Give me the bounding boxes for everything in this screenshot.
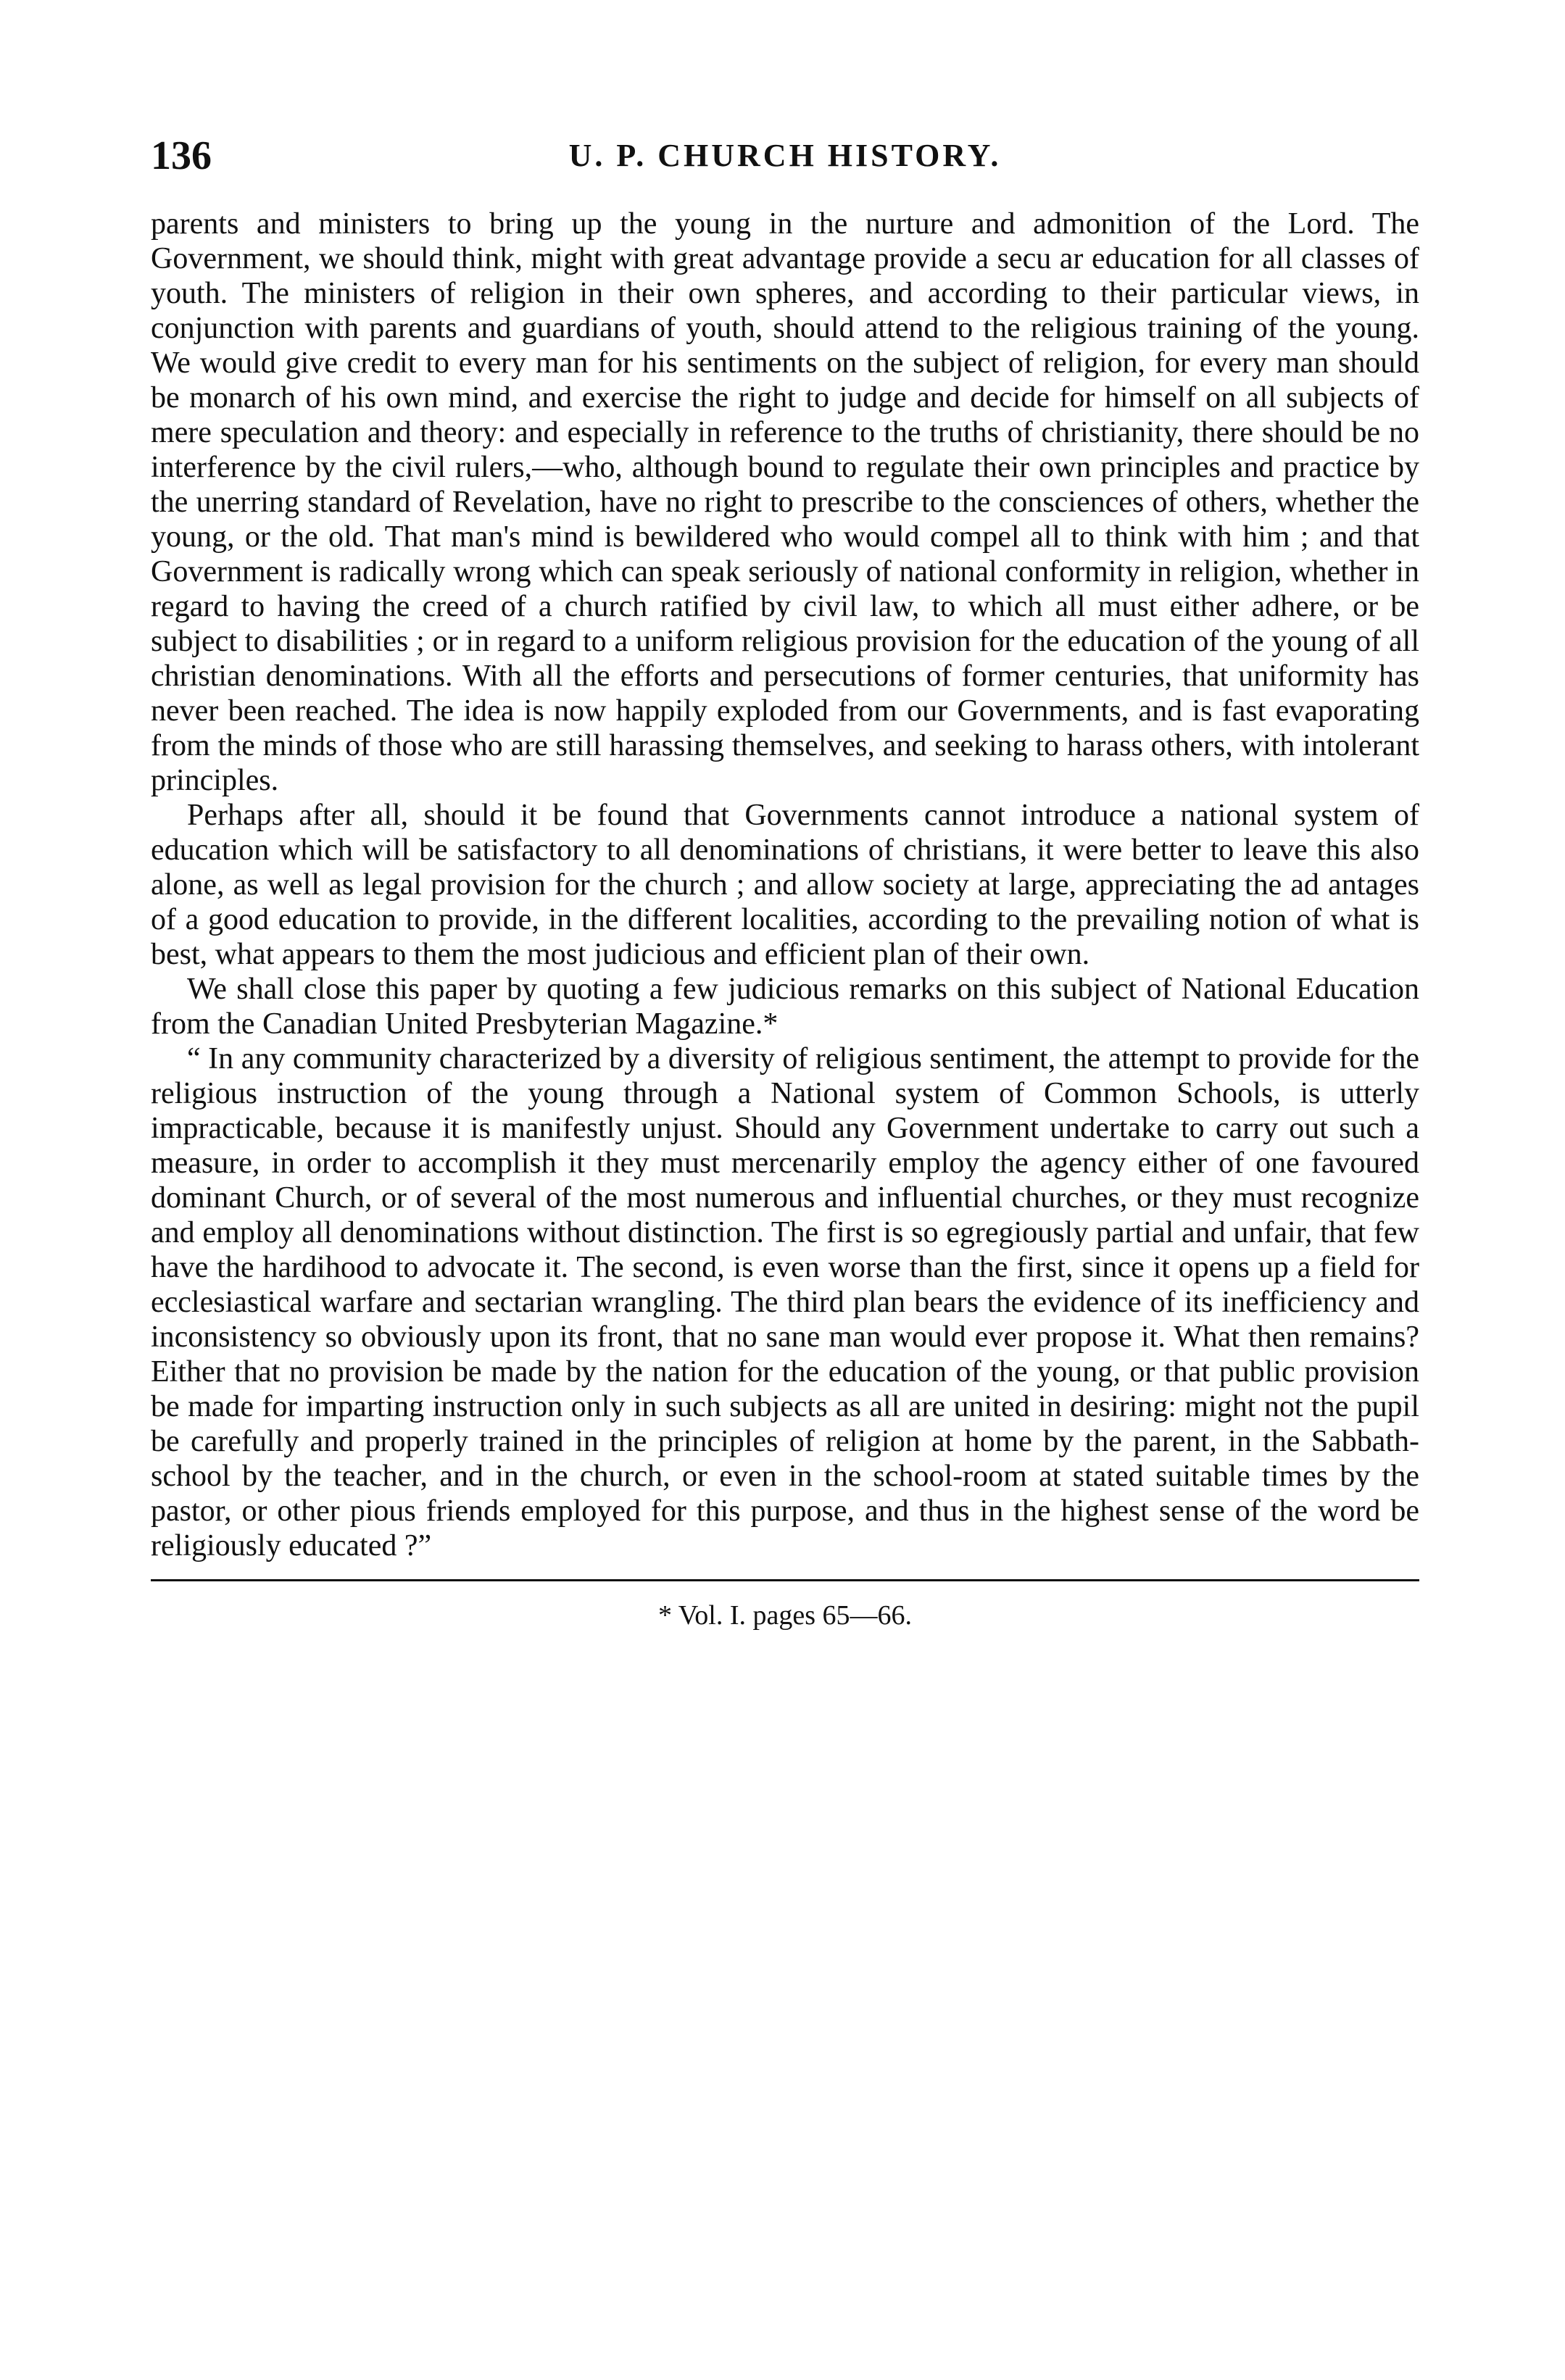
page-header: [151, 127, 1419, 185]
footnote-rule: [151, 1579, 1419, 1581]
page-number: 136: [151, 133, 212, 178]
paragraph-continuation: parents and ministers to bring up the young in the nurture and admonition of the Lord. The Government, we should think, might with great advantage provide a secu ar education for all classes of youth. The ministers of religion in their own spheres, and according to their particular views, in conjunction with parents and guardians of youth, should attend to the religious training of the young. We would give credit to every man for his sentiments on the subject of religion, for every man should be monarch of his own mind, and exercise the right to judge and decide for himself on all subjects of mere speculation and theory: and especially in reference to the truths of christianity, there should be no interference by the civil rulers,—who, although bound to regulate their own principles and practice by the unerring standard of Revelation, have no right to prescribe to the consciences of others, whether the young, or the old. That man's mind is bewildered who would compel all to think with him ; and that Government is radically wrong which can speak seriously of national conformity in religion, whether in regard to having the creed of a church ratified by civil law, to which all must either adhere, or be subject to disabilities ; or in regard to a uniform religious provision for the education of the young of all christian denominations. With all the efforts and persecutions of former centuries, that uniformity has never been reached. The idea is now happily exploded from our Governments, and is fast evaporating from the minds of those who are still harassing themselves, and seeking to harass others, with intolerant principles.: [151, 207, 1419, 797]
paragraph-perhaps: Perhaps after all, should it be found that Governments cannot introduce a national system of education which will be satisfactory to all denominations of christians, it were better to leave this also alone, as well as legal provision for the church ; and allow society at large, appreciating the ad antages of a good education to provide, in the different localities, according to the prevailing notion of what is best, what appears to them the most judicious and efficient plan of their own.: [151, 799, 1419, 971]
body-text: [151, 207, 1419, 1563]
paragraph-quotation: “ In any community characterized by a diversity of religious sentiment, the attempt to provide for the religious instruction of the young through a National system of Common Schools, is utterly impracticable, because it is manifestly unjust. Should any Government undertake to carry out such a measure, in order to accomplish it they must mercenarily employ the agency either of one favoured dominant Church, or of several of the most numerous and influential churches, or they must recognize and employ all denominations without distinction. The first is so egregiously partial and unfair, that few have the hardihood to advocate it. The second, is even worse than the first, since it opens up a field for ecclesiastical warfare and sectarian wrangling. The third plan bears the evidence of its inefficiency and inconsistency so obviously upon its front, that no sane man would ever propose it. What then remains? Either that no provision be made by the nation for the education of the young, or that public provision be made for imparting instruction only in such subjects as all are united in desiring: might not the pupil be carefully and properly trained in the principles of religion at home by the parent, in the Sabbath-school by the teacher, and in the church, or even in the school-room at stated suitable times by the pastor, or other pious friends employed for this purpose, and thus in the highest sense of the word be religiously educated ?”: [151, 1042, 1419, 1563]
paragraph-close: We shall close this paper by quoting a few judicious remarks on this subject of National Education from the Canadian United Presbyterian Magazine.*: [151, 973, 1419, 1041]
running-head: U. P. CHURCH HISTORY.: [568, 138, 1002, 173]
footnote: * Vol. I. pages 65—66.: [657, 1600, 913, 1631]
book-page: [151, 127, 1419, 1632]
